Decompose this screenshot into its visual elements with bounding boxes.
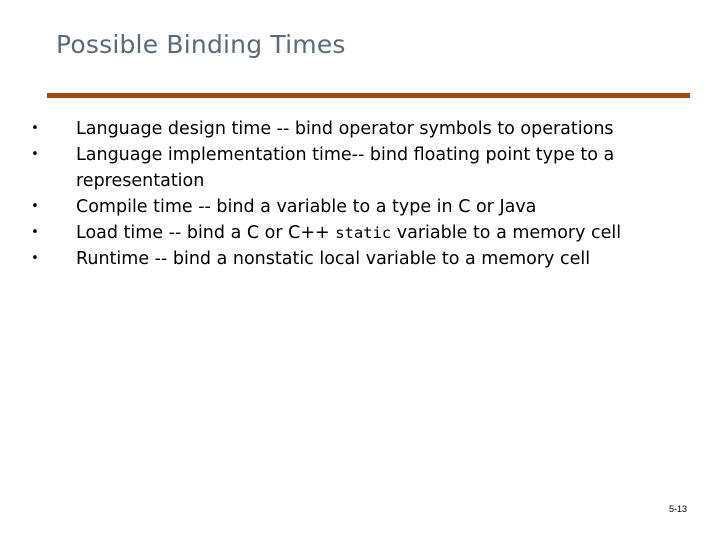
bullet-item [26,116,686,142]
bullet-text: Runtime -- bind a nonstatic local variable to a memory cell [76,249,591,269]
bullet-item [26,246,686,272]
bullet-text: Language implementation time-- bind floating point type to a representation [76,145,615,191]
slide-title: Possible Binding Times [56,30,346,59]
bullet-item [26,220,686,246]
bullet-icon: • [31,225,39,240]
code-keyword: static [335,224,392,242]
bullet-icon: • [31,199,39,214]
bullet-item [26,142,686,194]
bullet-text: Language design time -- bind operator symbols to operations [76,119,614,139]
bullet-list [26,116,686,272]
title-divider [47,93,690,98]
bullet-text-tail: variable to a memory cell [391,223,622,243]
page-number: 5-13 [668,504,687,514]
bullet-icon: • [31,251,39,266]
bullet-text: Compile time -- bind a variable to a type in C or Java [76,197,537,217]
bullet-item [26,194,686,220]
bullet-icon: • [31,147,39,162]
bullet-icon: • [31,121,39,136]
bullet-text: Load time -- bind a C or C++ [76,223,336,243]
